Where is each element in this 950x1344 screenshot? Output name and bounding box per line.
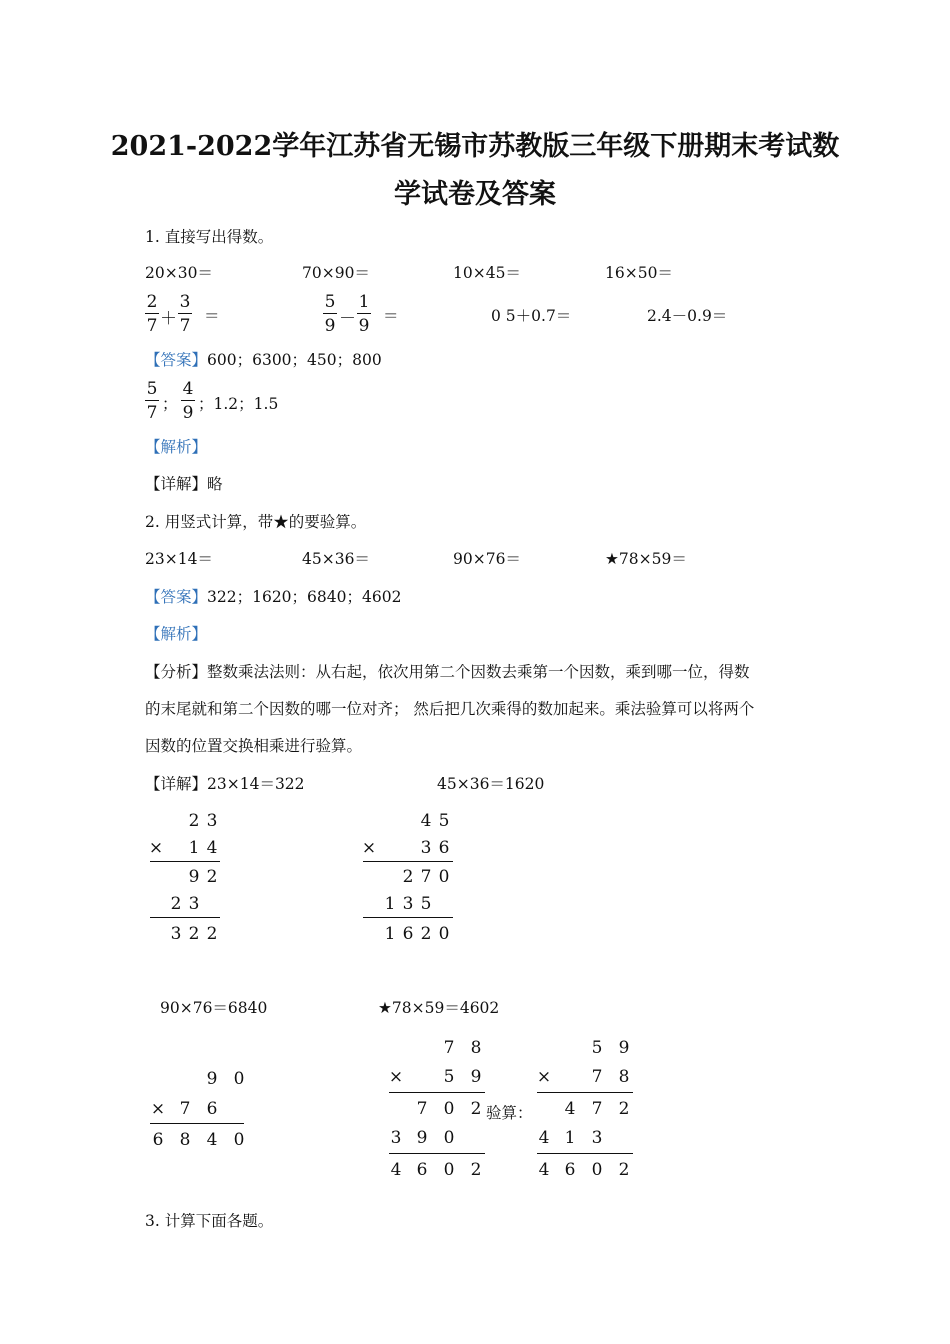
denominator: 9 [324, 316, 336, 336]
q1-expr-decimal-2: 2.4－0.9＝ [647, 307, 728, 325]
denominator: 7 [146, 316, 158, 336]
q1-fraction-3-7 [178, 293, 192, 335]
rule-line [150, 917, 220, 918]
digit: 3 [206, 811, 218, 831]
analysis-label: 【解析】 [145, 438, 208, 456]
q2-fenxi-line3: 因数的位置交换相乘进行验算。 [145, 737, 363, 755]
plus-sign: ＋ [160, 309, 177, 329]
digit: 4 [564, 1099, 576, 1119]
digit: 2 [470, 1160, 482, 1180]
digit: 7 [416, 1099, 428, 1119]
digit: 2 [470, 1099, 482, 1119]
digit: 3 [420, 838, 432, 858]
q2-expr-1: 23×14＝ [145, 550, 213, 568]
q1-detail [145, 472, 223, 494]
answer-fraction-5-7 [145, 380, 159, 422]
digit: 3 [390, 1128, 402, 1148]
q1-fraction-1-9 [357, 293, 371, 335]
q1-heading: 1. 直接写出得数。 [145, 228, 274, 246]
digit: 2 [420, 924, 432, 944]
answer-tail: ；1.2；1.5 [198, 395, 279, 413]
digit: 2 [188, 924, 200, 944]
digit: 0 [438, 867, 450, 887]
q3-heading: 3. 计算下面各题。 [145, 1212, 274, 1230]
equals-sign: ＝ [204, 307, 220, 325]
answer-text: 322；1620；6840；4602 [207, 588, 402, 606]
q1-expr-1: 20×30＝ [145, 264, 213, 282]
q2-fenxi-line2: 的末尾就和第二个因数的哪一位对齐； 然后把几次乘得的数加起来。乘法验算可以将两个 [145, 700, 755, 718]
digit: 1 [564, 1128, 576, 1148]
digit: 9 [416, 1128, 428, 1148]
digit: 6 [564, 1160, 576, 1180]
q2-detail [145, 772, 305, 794]
q1-answer [145, 348, 382, 370]
digit: 7 [443, 1038, 455, 1058]
digit: 0 [233, 1130, 245, 1150]
detail-label: 【详解】 [145, 475, 208, 493]
q2-fenxi-line1 [145, 660, 750, 682]
digit: 1 [384, 924, 396, 944]
digit: 7 [179, 1099, 191, 1119]
q2-expr-4: ★78×59＝ [605, 550, 687, 568]
digit: 8 [470, 1038, 482, 1058]
digit: 7 [591, 1099, 603, 1119]
answer-text: 600；6300；450；800 [207, 351, 382, 369]
separator: ； [162, 395, 178, 413]
q1-fraction-2-7 [145, 293, 159, 335]
digit: 0 [591, 1160, 603, 1180]
digit: 9 [206, 1069, 218, 1089]
digit: 8 [179, 1130, 191, 1150]
times-sign: × [536, 1067, 552, 1087]
q2-expr-2: 45×36＝ [302, 550, 370, 568]
digit: 5 [438, 811, 450, 831]
q1-expr-decimal-1: 0 5＋0.7＝ [491, 307, 572, 325]
digit: 6 [402, 924, 414, 944]
digit: 2 [618, 1160, 630, 1180]
digit: 0 [443, 1160, 455, 1180]
denominator: 7 [179, 316, 191, 336]
rule-line [537, 1153, 633, 1154]
detail-eq: 23×14＝322 [207, 775, 305, 793]
times-sign: × [148, 838, 164, 858]
q1-expr-3: 10×45＝ [453, 264, 521, 282]
denominator: 9 [182, 403, 194, 423]
equals-sign: ＝ [383, 307, 399, 325]
answer-fraction-4-9 [181, 380, 195, 422]
digit: 4 [390, 1160, 402, 1180]
q2-detail-eq2: 45×36＝1620 [437, 775, 545, 793]
fenxi-label: 【分析】 [145, 663, 208, 681]
digit: 4 [206, 838, 218, 858]
fenxi-text: 整数乘法法则：从右起，依次用第二个因数去乘第一个因数，乘到哪一位，得数 [207, 663, 750, 681]
answer-label: 【答案】 [145, 351, 208, 369]
digit: 0 [443, 1128, 455, 1148]
digit: 2 [170, 894, 182, 914]
numerator: 1 [358, 292, 370, 312]
digit: 0 [438, 924, 450, 944]
digit: 7 [420, 867, 432, 887]
minus-sign: － [339, 309, 356, 329]
digit: 4 [420, 811, 432, 831]
q1-expr-4: 16×50＝ [605, 264, 673, 282]
q2-heading: 2. 用竖式计算，带★的要验算。 [145, 513, 367, 531]
q2-detail-eq4: ★78×59＝4602 [378, 999, 500, 1017]
digit: 3 [188, 894, 200, 914]
digit: 5 [591, 1038, 603, 1058]
digit: 3 [170, 924, 182, 944]
detail-text: 略 [207, 475, 223, 493]
digit: 2 [188, 811, 200, 831]
digit: 1 [188, 838, 200, 858]
digit: 9 [188, 867, 200, 887]
analysis-label: 【解析】 [145, 625, 208, 643]
digit: 3 [591, 1128, 603, 1148]
numerator: 3 [179, 292, 191, 312]
times-sign: × [150, 1099, 166, 1119]
detail-label: 【详解】 [145, 775, 208, 793]
digit: 1 [384, 894, 396, 914]
rule-line [150, 861, 220, 862]
q2-expr-3: 90×76＝ [453, 550, 521, 568]
digit: 4 [538, 1160, 550, 1180]
digit: 0 [443, 1099, 455, 1119]
answer-label: 【答案】 [145, 588, 208, 606]
rule-line [363, 861, 453, 862]
digit: 2 [206, 867, 218, 887]
times-sign: × [388, 1067, 404, 1087]
digit: 9 [618, 1038, 630, 1058]
digit: 4 [538, 1128, 550, 1148]
digit: 4 [206, 1130, 218, 1150]
rule-line [363, 917, 453, 918]
numerator: 4 [182, 379, 194, 399]
rule-line [537, 1092, 633, 1093]
digit: 2 [402, 867, 414, 887]
rule-line [150, 1123, 244, 1124]
digit: 5 [443, 1067, 455, 1087]
rule-line [389, 1092, 485, 1093]
digit: 6 [438, 838, 450, 858]
numerator: 5 [324, 292, 336, 312]
denominator: 7 [146, 403, 158, 423]
digit: 3 [402, 894, 414, 914]
digit: 6 [152, 1130, 164, 1150]
digit: 6 [206, 1099, 218, 1119]
digit: 7 [591, 1067, 603, 1087]
q1-expr-2: 70×90＝ [302, 264, 370, 282]
digit: 2 [206, 924, 218, 944]
q2-detail-eq3: 90×76＝6840 [160, 999, 268, 1017]
denominator: 9 [358, 316, 370, 336]
digit: 2 [618, 1099, 630, 1119]
digit: 5 [420, 894, 432, 914]
numerator: 5 [146, 379, 158, 399]
digit: 6 [416, 1160, 428, 1180]
numerator: 2 [146, 292, 158, 312]
digit: 0 [233, 1069, 245, 1089]
digit: 8 [618, 1067, 630, 1087]
q2-answer [145, 585, 401, 607]
rule-line [389, 1153, 485, 1154]
verification-label: 验算： [486, 1104, 533, 1122]
q1-fraction-5-9 [323, 293, 337, 335]
times-sign: × [361, 838, 377, 858]
page-title: 2021-2022学年江苏省无锡市苏教版三年级下册期末考试数 [110, 131, 840, 162]
page-title-line2: 学试卷及答案 [394, 179, 556, 210]
digit: 9 [470, 1067, 482, 1087]
